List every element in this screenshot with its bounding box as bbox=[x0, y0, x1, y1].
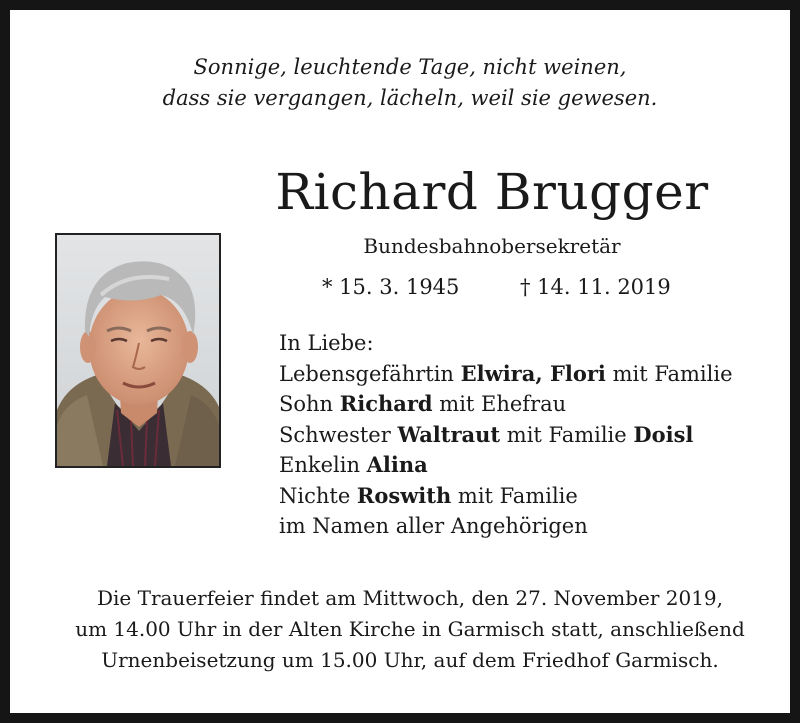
mourner-text: Schwester bbox=[279, 422, 398, 447]
mourner-text: Lebensgefährtin bbox=[279, 361, 461, 386]
mourner-text: Sohn bbox=[279, 392, 340, 416]
memorial-poem bbox=[10, 52, 800, 114]
deceased-name: Richard Brugger bbox=[275, 163, 709, 221]
death-date: † 14. 11. 2019 bbox=[520, 275, 671, 299]
mourner-name: Elwira, Flori bbox=[460, 360, 606, 386]
mourner-line bbox=[279, 389, 739, 420]
mourners-list bbox=[279, 328, 739, 542]
mourner-text: Enkelin bbox=[279, 453, 367, 477]
mourner-text: im Namen aller Angehörigen bbox=[279, 514, 588, 538]
poem-line: Sonnige, leuchtende Tage, nicht weinen, bbox=[193, 55, 627, 79]
mourner-line bbox=[279, 511, 739, 542]
funeral-notice bbox=[10, 583, 800, 676]
mourner-lines bbox=[279, 359, 739, 542]
mourners-intro: In Liebe: bbox=[279, 331, 374, 355]
mourner-text: Nichte bbox=[279, 483, 357, 508]
funeral-line: Urnenbeisetzung um 15.00 Uhr, auf dem Friedhof Garmisch. bbox=[101, 648, 719, 672]
mourner-line bbox=[279, 481, 739, 512]
mourner-text: mit Ehefrau bbox=[432, 392, 567, 416]
poem-line: dass sie vergangen, lächeln, weil sie gewesen. bbox=[162, 86, 658, 110]
mourner-name: Richard bbox=[339, 391, 433, 416]
portrait-photo bbox=[55, 233, 221, 468]
mourner-line bbox=[279, 450, 739, 481]
funeral-line: Die Trauerfeier findet am Mittwoch, den 27. November 2019, bbox=[96, 586, 723, 610]
mourner-name: Doisl bbox=[633, 421, 694, 447]
mourner-text: mit Familie bbox=[605, 361, 733, 386]
mourner-name: Roswith bbox=[356, 482, 452, 508]
funeral-line: um 14.00 Uhr in der Alten Kirche in Garmisch statt, anschließend bbox=[75, 617, 745, 641]
mourner-name: Waltraut bbox=[397, 421, 501, 447]
mourner-line bbox=[279, 420, 739, 451]
birth-date: * 15. 3. 1945 bbox=[322, 275, 460, 299]
mourner-name: Alina bbox=[366, 452, 428, 477]
mourner-line bbox=[279, 359, 739, 390]
portrait-illustration bbox=[57, 235, 219, 466]
mourner-text: mit Familie bbox=[451, 483, 578, 508]
deceased-occupation: Bundesbahnobersekretär bbox=[363, 234, 621, 258]
mourner-text: mit Familie bbox=[500, 422, 634, 447]
